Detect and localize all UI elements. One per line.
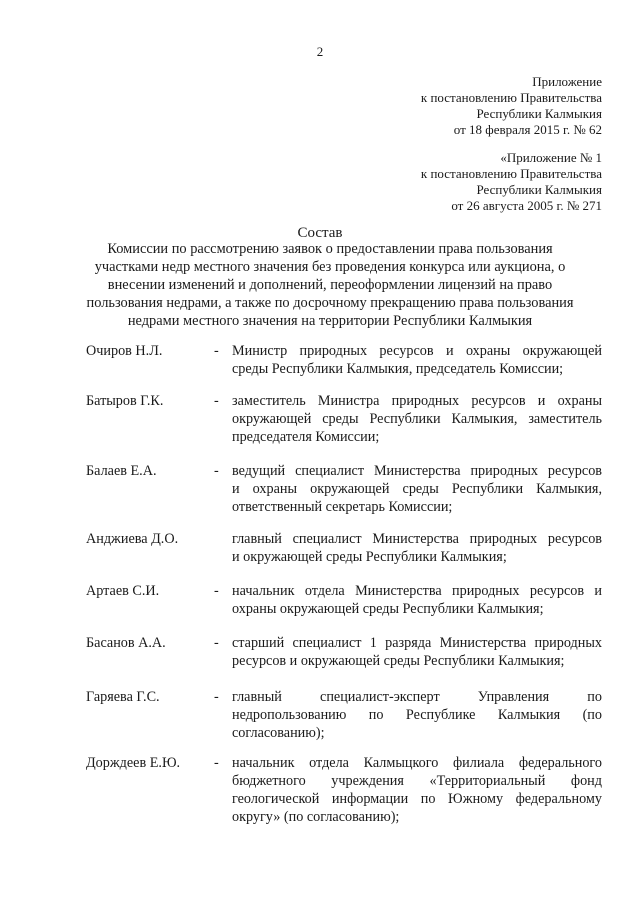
member-role-line: среды Республики Калмыкия, председатель Комиссии;: [232, 361, 564, 377]
member-role-line: заместитель Министра природных ресурсов и охраны: [232, 393, 602, 409]
annex-line: Приложение: [532, 74, 602, 89]
member-role-line: председателя Комиссии;: [232, 429, 380, 445]
member-dash: -: [214, 635, 219, 651]
member-name: Басанов А.А.: [86, 635, 166, 651]
member-dash: -: [214, 393, 219, 409]
description-line: участками недр местного значения без проведения конкурса или аукциона, о: [94, 259, 566, 275]
member-name: Гаряева Г.С.: [86, 689, 160, 705]
member-role-line: начальник отдела Министерства природных ресурсов и: [232, 583, 602, 599]
member-name: Артаев С.И.: [86, 583, 160, 599]
member-role-line: геологической информации по Южному федеральному: [232, 791, 602, 807]
member-role: [232, 582, 602, 618]
member-role-line: охраны окружающей среды Республики Калмыкия;: [232, 601, 544, 617]
member-role-line: главный специалист Министерства природных ресурсов: [232, 531, 602, 547]
member-dash: -: [214, 463, 219, 479]
member-dash: -: [214, 689, 219, 705]
member-role: [232, 688, 602, 742]
member-role: [232, 342, 602, 378]
member-role-line: ведущий специалист Министерства природных ресурсов: [232, 463, 602, 479]
page-number: 2: [316, 44, 324, 59]
description-line: недрами местного значения на территории Республики Калмыкия: [127, 313, 533, 329]
description-line: Комиссии по рассмотрению заявок о предоставлении права пользования: [107, 241, 553, 257]
member-dash: -: [214, 755, 219, 771]
member-role: [232, 392, 602, 446]
member-role-line: старший специалист 1 разряда Министерства природных: [232, 635, 602, 651]
member-role-line: бюджетного учреждения «Территориальный фонд: [232, 773, 602, 789]
member-role: [232, 530, 602, 566]
member-role-line: округу» (по согласованию);: [232, 809, 400, 825]
commission-description: [70, 240, 590, 330]
member-name: Анджиева Д.О.: [86, 531, 179, 547]
annex-line: Республики Калмыкия: [476, 182, 602, 197]
member-role-line: Министр природных ресурсов и охраны окружающей: [232, 343, 602, 359]
member-role-line: и окружающей среды Республики Калмыкия;: [232, 549, 507, 565]
description-line: пользования недрами, а также по досрочному прекращению права пользования: [86, 295, 574, 311]
member-name: Балаев Е.А.: [86, 463, 157, 479]
annex-line: от 18 февраля 2015 г. № 62: [453, 122, 602, 137]
member-role-line: и охраны окружающей среды Республики Калмыкия,: [232, 481, 602, 497]
member-role: [232, 462, 602, 516]
member-role: [232, 754, 602, 826]
annex-original-header: [421, 150, 602, 214]
member-role-line: окружающей среды Республики Калмыкия, заместитель: [232, 411, 602, 427]
annex-line: к постановлению Правительства: [420, 166, 602, 181]
member-name: Очиров Н.Л.: [86, 343, 163, 359]
member-name: Батыров Г.К.: [86, 393, 164, 409]
annex-line: Республики Калмыкия: [476, 106, 602, 121]
member-role-line: недропользованию по Республике Калмыкия (по: [232, 707, 602, 723]
annex-line: «Приложение № 1: [500, 150, 602, 165]
annex-line: от 26 августа 2005 г. № 271: [451, 198, 602, 213]
member-name: Дорждеев Е.Ю.: [86, 755, 181, 771]
annex-current-header: [421, 74, 602, 138]
member-role-line: ответственный секретарь Комиссии;: [232, 499, 453, 515]
member-dash: -: [214, 343, 219, 359]
member-dash: -: [214, 583, 219, 599]
member-role-line: согласованию);: [232, 725, 325, 741]
member-role-line: главный специалист-эксперт Управления по: [232, 689, 602, 705]
annex-line: к постановлению Правительства: [420, 90, 602, 105]
member-role-line: ресурсов и окружающей среды Республики Калмыкия;: [232, 653, 565, 669]
member-role-line: начальник отдела Калмыцкого филиала федерального: [232, 755, 602, 771]
member-role: [232, 634, 602, 670]
document-title: Состав: [297, 225, 343, 241]
description-line: внесении изменений и дополнений, переоформлении лицензий на право: [107, 277, 553, 293]
